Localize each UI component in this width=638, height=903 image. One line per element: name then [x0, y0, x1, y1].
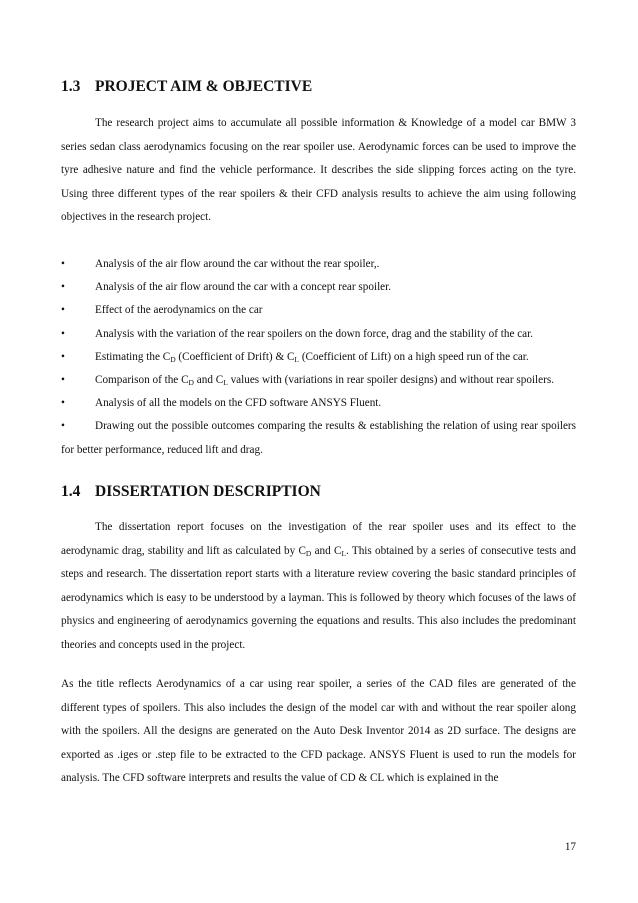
- list-item: • Analysis with the variation of the rear spoilers on the down force, drag and the stability of the car.: [61, 323, 576, 346]
- list-item: • Analysis of the air flow around the car with a concept rear spoiler.: [61, 276, 576, 299]
- list-item: • Comparison of the $C_D$ and $C_L$ values with (variations in rear spoiler designs) and without rear spoilers.: [61, 369, 576, 392]
- list-item: • Effect of the aerodynamics on the car: [61, 299, 576, 322]
- bullet-icon: •: [61, 420, 65, 433]
- objectives-list: [61, 253, 576, 462]
- description-paragraph-2: As the title reflects Aerodynamics of a car using rear spoiler, a series of the CAD files are generated of the different types of spoilers. This also includes the design of the model car with and without the rear spoiler along with the spoilers. All the designs are generated on the Auto Desk Inventor 2014 as 2D surface. The designs are exported as .iges or .step file to be extracted to the CFD package. ANSYS Fluent is used to run the models for analysis. The CFD software interprets and results the value of CD & CL which is explained in the: [61, 678, 576, 785]
- section-number: 1.3: [61, 78, 81, 95]
- bullet-icon: •: [61, 350, 65, 363]
- list-item: • Analysis of the air flow around the car without the rear spoiler,.: [61, 253, 576, 276]
- list-item: • Estimating the $C_D$ (Coefficient of Drift) & $C_L$ (Coefficient of Lift) on a high speed run of the car.: [61, 346, 576, 369]
- bullet-icon: •: [61, 304, 65, 317]
- section-heading-1-3: [61, 78, 312, 96]
- section-title: DISSERTATION DESCRIPTION: [95, 483, 321, 500]
- section-number: 1.4: [61, 483, 81, 500]
- page-number: 17: [564, 841, 576, 853]
- bullet-icon: •: [61, 374, 65, 387]
- bullet-icon: •: [61, 258, 65, 270]
- bullet-icon: •: [61, 397, 65, 410]
- list-item: • Analysis of all the models on the CFD software ANSYS Fluent.: [61, 392, 576, 415]
- aim-paragraph: The research project aims to accumulate all possible information & Knowledge of a model car BMW 3 series sedan class aerodynamics focusing on the rear spoiler use. Aerodynamic forces can be used to improve the tyre adhesive nature and find the vehicle performance. It describes the side slipping forces acting on the tyre. Using three different types of the rear spoilers & their CFD analysis results to achieve the aim using following objectives in the research project.: [61, 117, 576, 224]
- bullet-icon: •: [61, 327, 65, 340]
- description-paragraph-1: The dissertation report focuses on the investigation of the rear spoiler uses and its effect to the aerodynamic drag, stability and lift as calculated by $C_D$ and $C_L$. This obtained by a series of consecutive tests and steps and research. The dissertation report starts with a literature review covering the basic standard principles of aerodynamics which is easy to be understood by a layman. This is followed by theory which focuses of the laws of physics and engineering of aerodynamics governing the equations and results. This also includes the predominant theories and concepts used in the project.: [61, 521, 576, 651]
- bullet-icon: •: [61, 281, 65, 294]
- list-item: • Drawing out the possible outcomes comparing the results & establishing the relation of using rear spoilers for better performance, reduced lift and drag.: [61, 415, 576, 461]
- document-page: [61, 0, 576, 903]
- section-title: PROJECT AIM & OBJECTIVE: [95, 78, 313, 95]
- section-heading-1-4: [61, 483, 321, 501]
